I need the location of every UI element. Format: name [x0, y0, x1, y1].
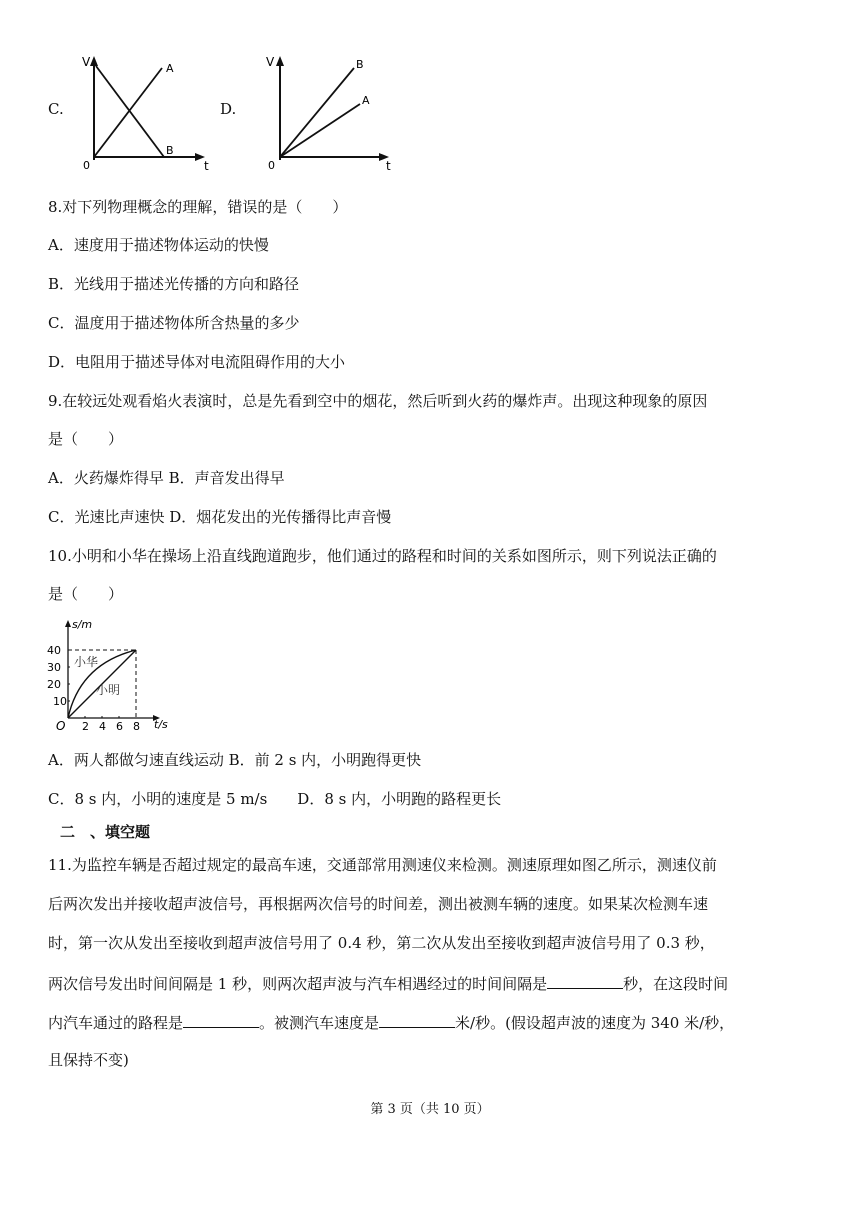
q9-options-cd: C．光速比声速快 D．烟花发出的光传播得比声音慢: [48, 508, 392, 526]
q11-line4-text-b: 秒，在这段时间: [623, 975, 729, 993]
q10-y-arrow: [65, 620, 71, 627]
q11-line2: 后两次发出并接收超声波信号，再根据两次信号的时间差，测出被测车辆的速度。如果某次检测车速: [48, 895, 709, 913]
graph-d-svg: [260, 52, 400, 172]
q11-line5: [48, 1011, 734, 1033]
q10-stem-line2: 是（ ）: [48, 585, 124, 603]
q10-y-tick-10: 10: [53, 695, 67, 708]
q10-options-ab: A．两人都做匀速直线运动 B．前 2 s 内，小明跑得更快: [48, 751, 422, 769]
q11-line1: 11.为监控车辆是否超过规定的最高车速，交通部常用测速仪来检测。测速原理如图乙所示，测速仪前: [48, 856, 717, 874]
q10-x-tick-2: 2: [82, 720, 89, 733]
q8-option-d: D．电阻用于描述导体对电流阻碍作用的大小: [48, 353, 346, 371]
q9-stem-line1: 9.在较远处观看焰火表演时，总是先看到空中的烟花，然后听到火药的爆炸声。出现这种现象的原因: [48, 392, 708, 410]
q10-x-tick-6: 6: [116, 720, 123, 733]
graph-c-v-label: V: [82, 55, 91, 69]
graph-c-origin: 0: [83, 159, 90, 172]
graph-d-b-label: B: [356, 58, 364, 71]
q10-y-tick-40: 40: [47, 644, 61, 657]
q8-stem: 8.对下列物理概念的理解，错误的是（ ）: [48, 198, 348, 216]
option-c-label: C.: [48, 100, 64, 118]
section-title-fill-in: 二 、填空题: [60, 823, 151, 841]
graph-d-v-label: V: [266, 55, 275, 69]
q9-options-ab: A．火药爆炸得早 B．声音发出得早: [48, 469, 285, 487]
graph-c-line-a: [94, 68, 162, 157]
q11-line4: [48, 972, 728, 994]
q9-stem-line2: 是（ ）: [48, 430, 124, 448]
q11-line5-text-a: 内汽车通过的路程是: [48, 1014, 184, 1032]
q10-graph-svg: [44, 614, 180, 734]
q10-label-ming: 小明: [96, 683, 121, 697]
q10-stem-line1: 10.小明和小华在操场上沿直线跑道跑步，他们通过的路程和时间的关系如图所示，则下列说法正确的: [48, 547, 717, 565]
graph-c-b-label: B: [166, 144, 174, 157]
q11-line5-text-b: 。被测汽车速度是: [259, 1014, 380, 1032]
q8-option-a: A．速度用于描述物体运动的快慢: [48, 236, 269, 254]
q10-y-label: s/m: [72, 618, 93, 631]
graph-d-line-b: [280, 68, 354, 157]
graph-c-v-arrow: [90, 56, 98, 66]
answer-blank-2[interactable]: [183, 1011, 259, 1028]
page-footer: 第 3 页（共 10 页）: [370, 1102, 490, 1117]
q10-origin: O: [56, 719, 66, 733]
answer-blank-3[interactable]: [379, 1011, 455, 1028]
graph-d-a-label: A: [362, 94, 370, 107]
q10-y-tick-20: 20: [47, 678, 61, 691]
q10-x-tick-8: 8: [133, 720, 140, 733]
q11-line3: 时，第一次从发出至接收到超声波信号用了 0.4 秒，第二次从发出至接收到超声波信号用了 0.3 秒，: [48, 934, 715, 952]
graph-c-t-label: t: [204, 159, 209, 172]
q10-y-tick-30: 30: [47, 661, 61, 674]
option-d-label: D.: [220, 100, 237, 118]
graph-d-line-a: [280, 104, 360, 157]
q10-x-label: t/s: [154, 718, 168, 731]
q10-graph: [44, 614, 180, 734]
graph-d-origin: 0: [268, 159, 275, 172]
graph-c-a-label: A: [166, 62, 174, 75]
q10-label-hua: 小华: [74, 655, 99, 669]
graph-d-v-arrow: [276, 56, 284, 66]
answer-blank-1[interactable]: [547, 972, 623, 989]
graph-c: [80, 52, 220, 172]
q8-option-c: C．温度用于描述物体所含热量的多少: [48, 314, 300, 332]
q11-line5-text-c: 米/秒。(假设超声波的速度为 340 米/秒，: [455, 1014, 735, 1032]
q10-x-tick-4: 4: [99, 720, 106, 733]
q10-options-cd: C．8 s 内，小明的速度是 5 m/s D．8 s 内，小明跑的路程更长: [48, 790, 502, 808]
graph-d: [260, 52, 400, 172]
q11-line4-text-a: 两次信号发出时间间隔是 1 秒，则两次超声波与汽车相遇经过的时间间隔是: [48, 975, 548, 993]
graph-c-svg: [80, 52, 220, 172]
q11-line6: 且保持不变): [48, 1051, 129, 1069]
graph-d-t-label: t: [386, 159, 391, 172]
q8-option-b: B．光线用于描述光传播的方向和路径: [48, 275, 300, 293]
